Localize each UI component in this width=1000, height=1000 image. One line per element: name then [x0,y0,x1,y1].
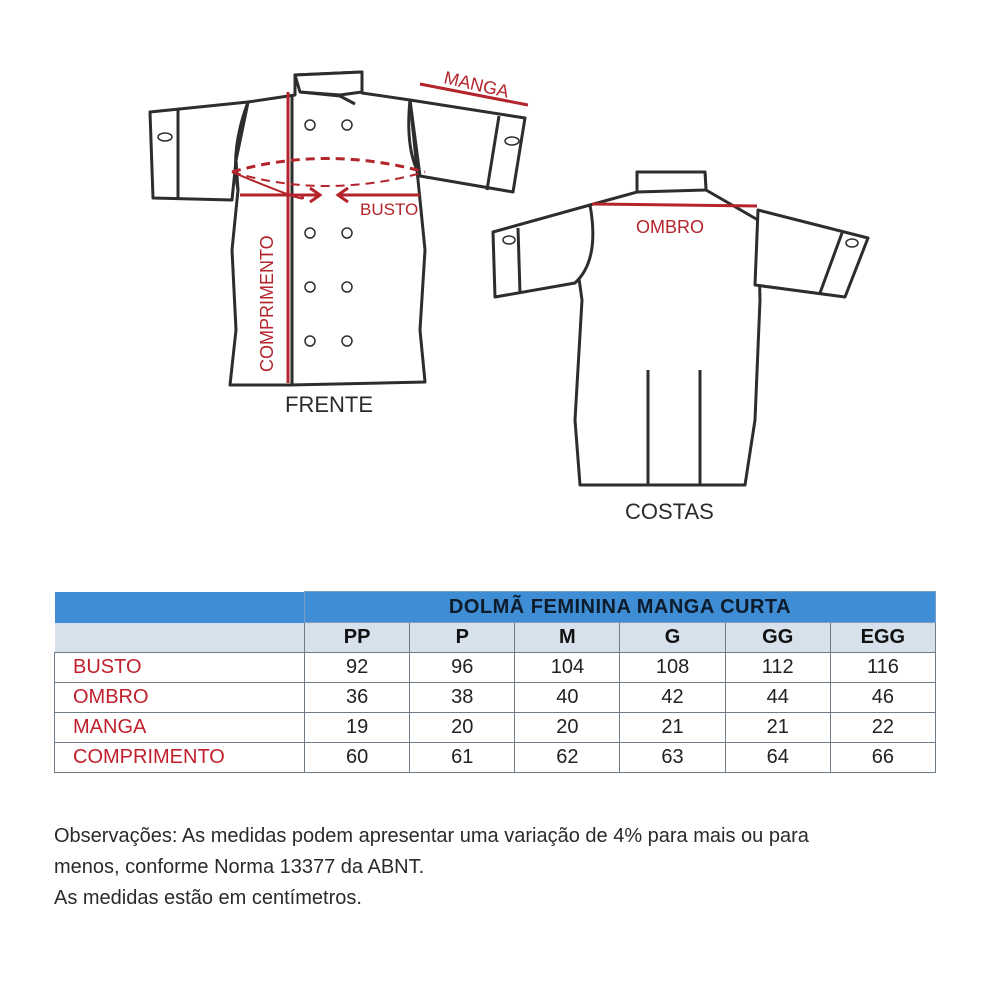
table-cell: 20 [515,713,620,743]
table-cell: 60 [305,743,410,773]
manga-measure-label: MANGA [442,67,511,102]
comprimento-measure-label: COMPRIMENTO [257,235,277,372]
table-cell: 38 [410,683,515,713]
table-row [55,683,936,713]
notes-line: Observações: As medidas podem apresentar uma variação de 4% para mais ou para [54,825,809,847]
table-cell: 62 [515,743,620,773]
table-corner [55,592,305,623]
size-header: GG [725,623,830,653]
table-cell: 116 [830,653,935,683]
table-row [55,713,936,743]
table-cell: 108 [620,653,725,683]
table-title-row [55,592,936,623]
size-header: P [410,623,515,653]
table-cell: 61 [410,743,515,773]
notes-block [54,821,954,914]
size-header: M [515,623,620,653]
notes-line: As medidas estão em centímetros. [54,887,362,909]
table-cell: 22 [830,713,935,743]
table-cell: 36 [305,683,410,713]
table-cell: 46 [830,683,935,713]
table-cell: 44 [725,683,830,713]
front-jacket-drawing [150,72,525,385]
table-corner [55,623,305,653]
table-cell: 21 [620,713,725,743]
table-cell: 64 [725,743,830,773]
table-row [55,653,936,683]
row-label-busto: BUSTO [55,653,305,683]
front-label: FRENTE [285,392,373,417]
size-header: EGG [830,623,935,653]
size-header-row [55,623,936,653]
table-cell: 92 [305,653,410,683]
ombro-measure-label: OMBRO [636,217,705,237]
table-cell: 20 [410,713,515,743]
table-cell: 112 [725,653,830,683]
table-cell: 40 [515,683,620,713]
row-label-ombro: OMBRO [55,683,305,713]
back-label: COSTAS [625,499,714,524]
notes-line: menos, conforme Norma 13377 da ABNT. [54,856,425,878]
table-cell: 42 [620,683,725,713]
row-label-manga: MANGA [55,713,305,743]
table-cell: 63 [620,743,725,773]
table-title: DOLMÃ FEMININA MANGA CURTA [305,592,936,623]
table-cell: 66 [830,743,935,773]
table-cell: 104 [515,653,620,683]
size-table [54,591,936,773]
table-cell: 96 [410,653,515,683]
row-label-comprimento: COMPRIMENTO [55,743,305,773]
ombro-measure-line [592,204,757,206]
busto-measure-label: BUSTO [360,200,419,219]
table-cell: 19 [305,713,410,743]
size-header: G [620,623,725,653]
table-cell: 21 [725,713,830,743]
size-header: PP [305,623,410,653]
table-row [55,743,936,773]
